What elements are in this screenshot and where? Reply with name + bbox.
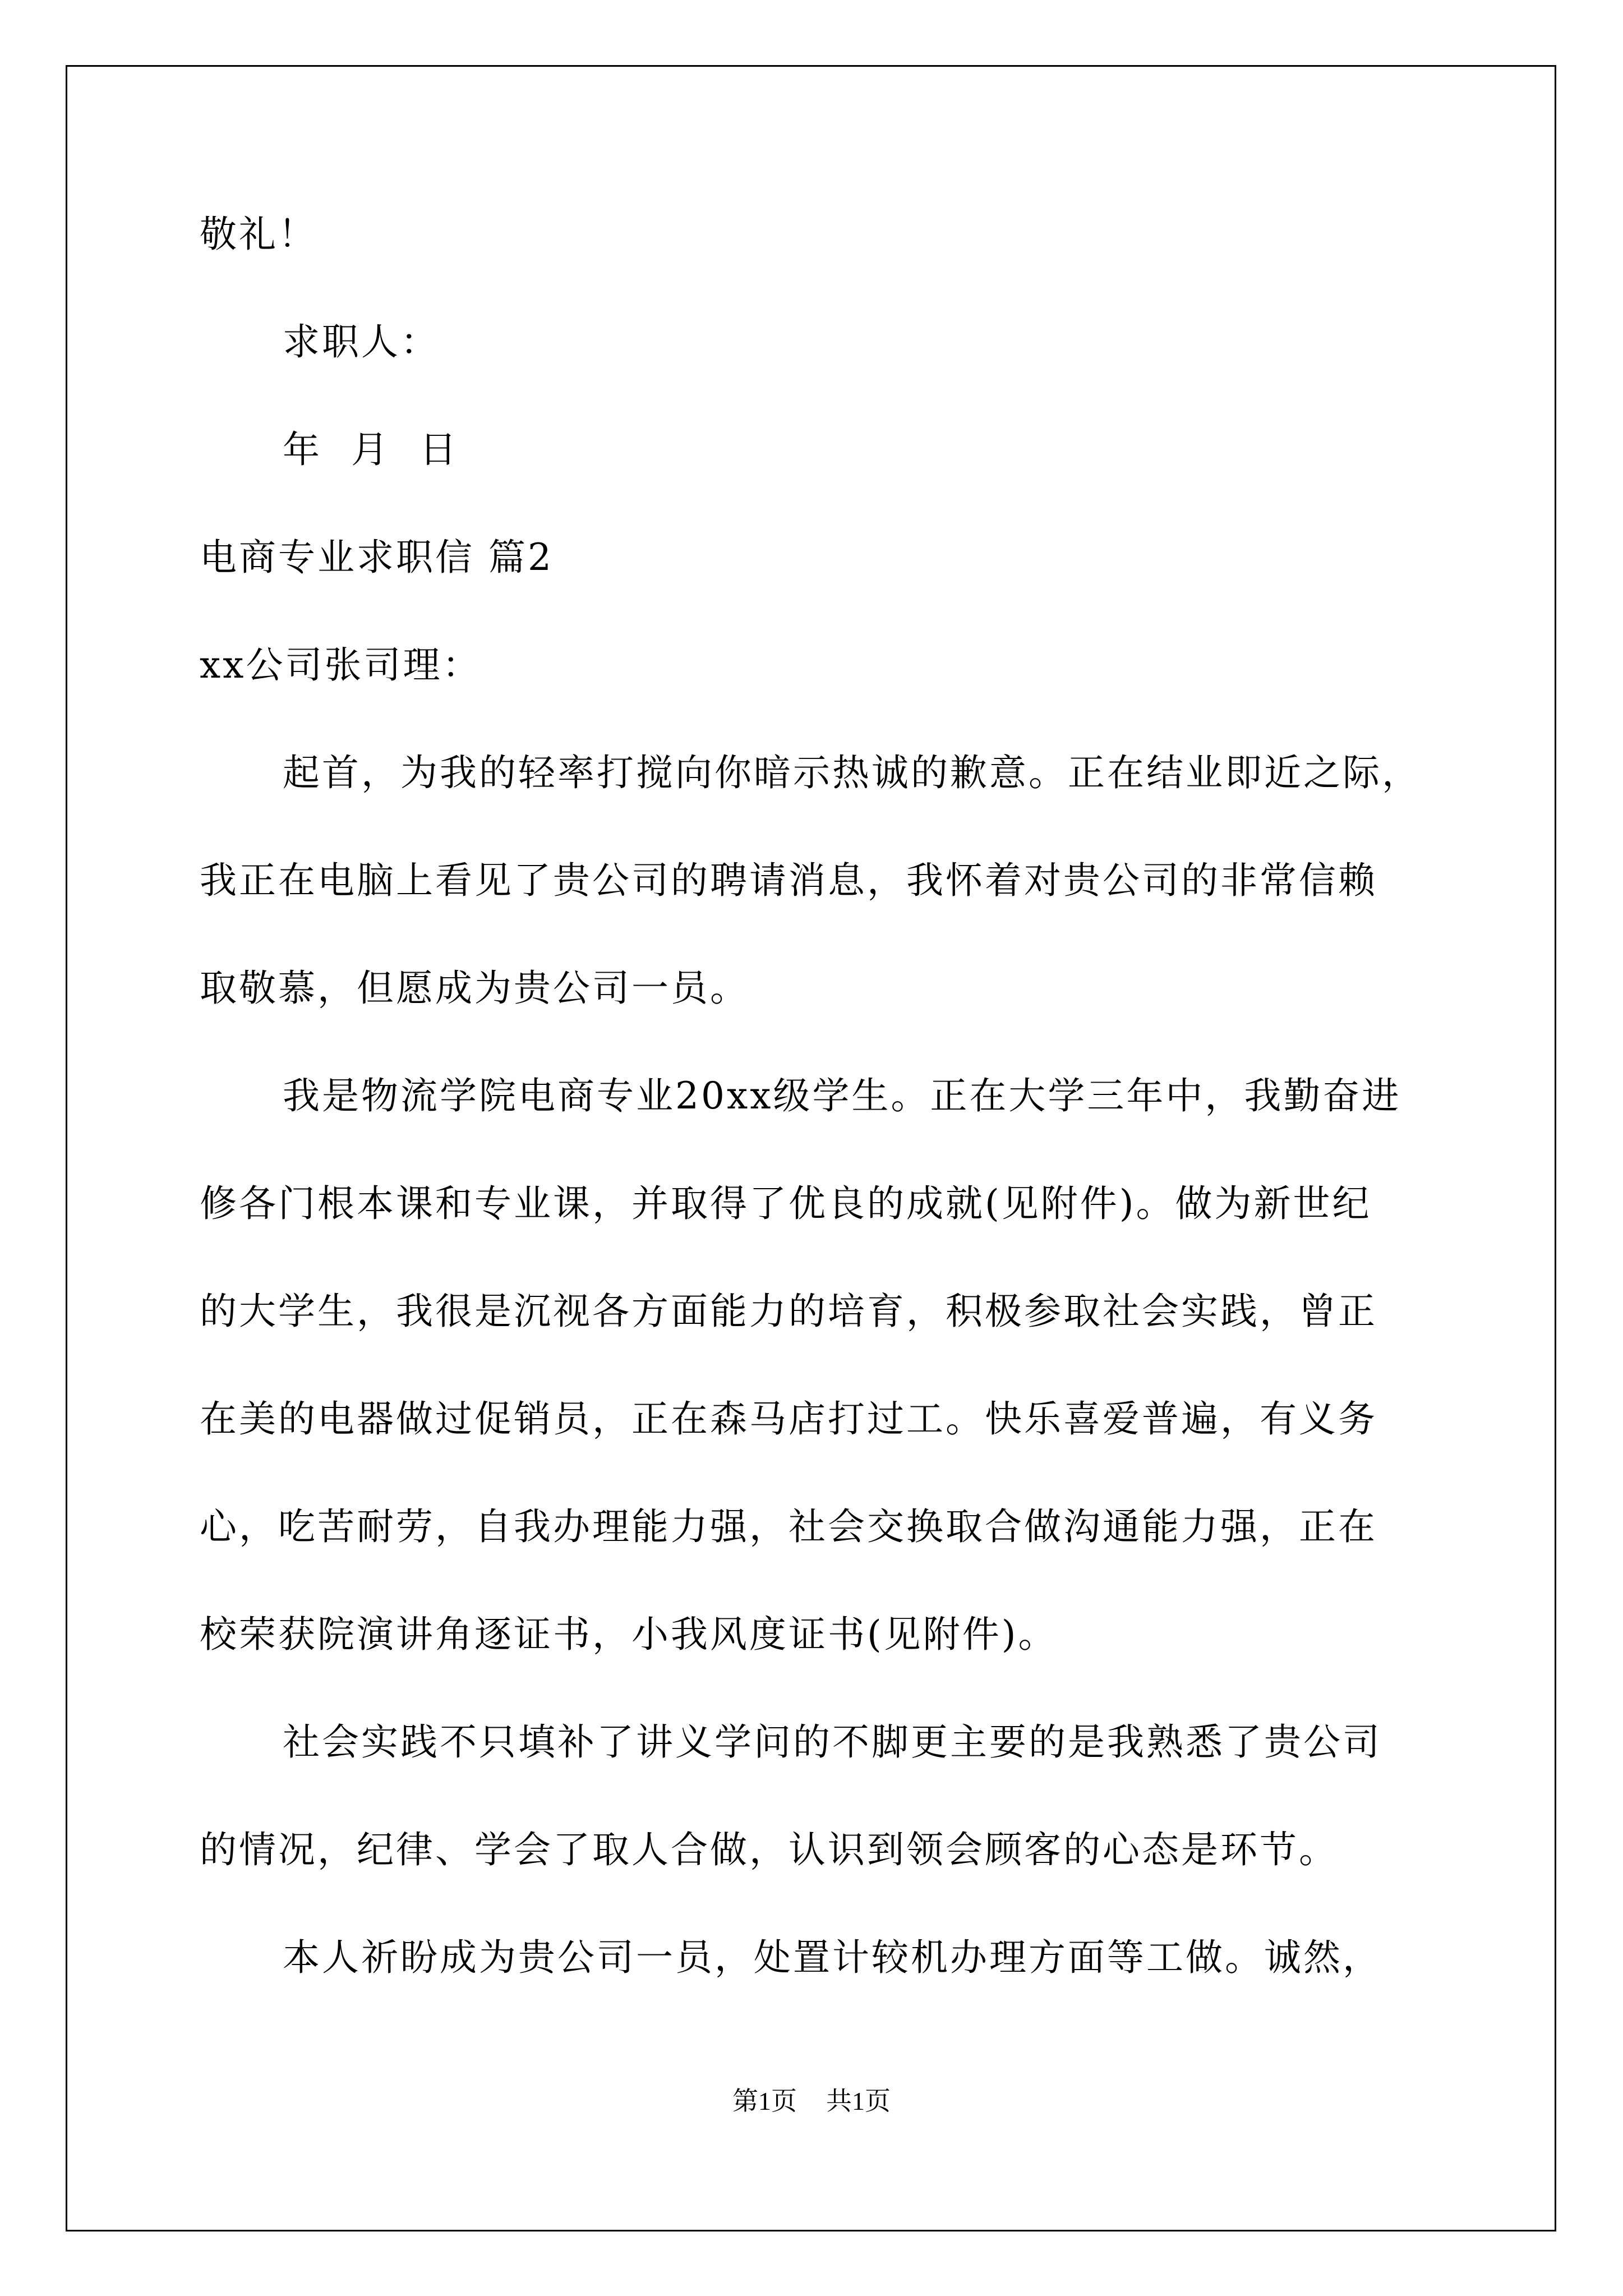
paragraph-3-line-1: 社会实践不只填补了讲义学问的不脚更主要的是我熟悉了贵公司 [283,1720,1382,1764]
salutation: xx公司张司理： [200,643,482,687]
document-body [200,208,1433,1985]
paragraph-1-line-2: 我正在电脑上看见了贵公司的聘请消息，我怀着对贵公司的非常信赖 [200,859,1377,902]
date-month: 月 [351,428,390,471]
paragraph-2-line-4: 在美的电器做过促销员，正在森马店打过工。快乐喜爱普遍，有义务 [200,1397,1377,1441]
paragraph-2-line-1: 我是物流学院电商专业20xx级学生。正在大学三年中，我勤奋进 [283,1074,1401,1117]
closing-salute: 敬礼！ [200,213,317,256]
paragraph-1-line-1: 起首，为我的轻率打搅向你暗示热诚的歉意。正在结业即近之际， [283,751,1421,794]
date-year: 年 [283,428,322,471]
paragraph-2-line-5: 心，吃苦耐劳，自我办理能力强，社会交换取合做沟通能力强，正在 [200,1505,1377,1548]
paragraph-2-line-2: 修各门根本课和专业课，并取得了优良的成就(见附件)。做为新世纪 [200,1182,1372,1225]
paragraph-4-line-1: 本人祈盼成为贵公司一员，处置计较机办理方面等工做。诚然， [283,1936,1382,1979]
applicant-signature-label: 求职人： [283,320,440,364]
date-line [200,423,1433,477]
page-number-current: 第1页 [732,2087,797,2115]
paragraph-2-line-3: 的大学生，我很是沉视各方面能力的培育，积极参取社会实践，曾正 [200,1290,1377,1333]
date-day: 日 [419,428,459,471]
paragraph-1-line-3: 取敬慕，但愿成为贵公司一员。 [200,967,749,1010]
paragraph-3-line-2: 的情况，纪律、学会了取人合做，认识到领会顾客的心态是环节。 [200,1828,1338,1871]
section-heading: 电商专业求职信 篇2 [200,536,554,579]
page-footer [0,2085,1623,2118]
paragraph-2-line-6: 校荣获院演讲角逐证书，小我风度证书(见附件)。 [200,1613,1058,1656]
page-number-total: 共1页 [826,2087,891,2115]
